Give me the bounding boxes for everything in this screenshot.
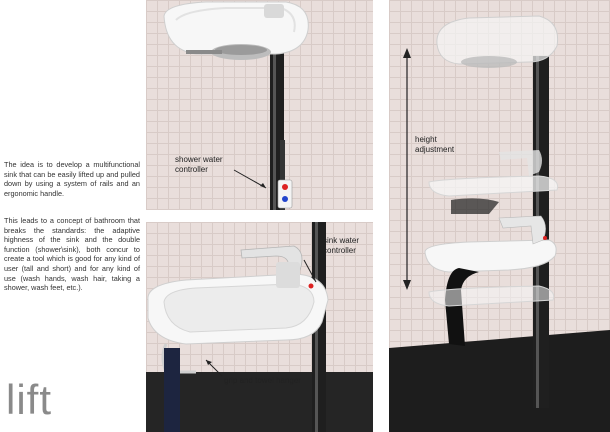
label-shower-controller [175,155,223,175]
description-paragraph-2: This leads to a concept of bathroom that breaks the standards: the adaptive highness of the sink and the double function (shower\sink), both concur to create a tool which is good for any kind of user (tall and short) and for any kind of use (wash hands, wash hair, taking a shower, wash feet, etc.). [4,216,140,293]
render-panel-sink [146,222,373,432]
label-height-adjustment [415,135,454,155]
label-shower-line1: shower water [175,155,223,164]
label-shower-line2: controller [175,165,208,174]
render-shower-sink [146,0,373,210]
description-paragraph-1: The idea is to develop a multifunctional sink that can be easily lifted up and pulled down by using a system of rails and an ergonomic handle. [4,160,140,198]
sink-controller-icon[interactable] [309,284,314,289]
label-sink-controller [323,236,359,256]
label-height-line2: adjustment [415,145,455,154]
brand-title: lift [6,376,52,423]
label-sink-line1: sink water [323,236,360,245]
render-panel-height [389,0,610,432]
label-sink-line2: controller [323,246,356,255]
render-height-adjustment [389,0,610,432]
label-height-line1: height [415,135,437,144]
label-grip-towel-hanger: grip and towel hanger [224,376,301,385]
render-panel-shower [146,0,373,210]
